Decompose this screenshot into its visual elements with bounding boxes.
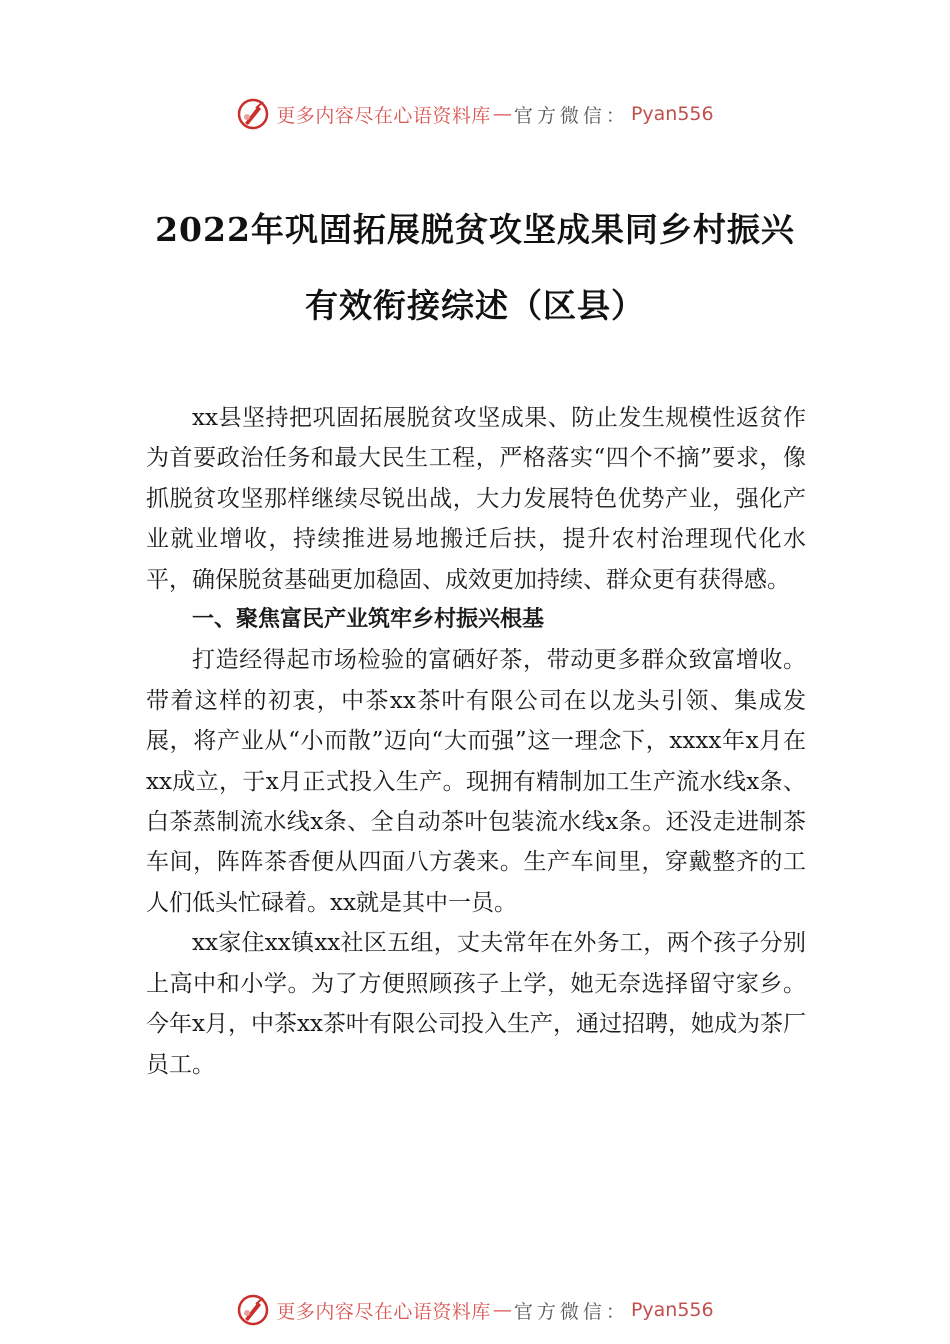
watermark-brand-text: 更多内容尽在心语资料库 [276, 1300, 491, 1323]
watermark-brand-text: 更多内容尽在心语资料库 [276, 104, 491, 127]
document-title-line-1: 2022年巩固拓展脱贫攻坚成果同乡村振兴 [155, 210, 795, 249]
watermark-official-label: 官方微信： [513, 1300, 629, 1323]
watermark-official-label: 官方微信： [513, 104, 629, 127]
paragraph-tea-company: 打造经得起市场检验的富硒好茶，带动更多群众致富增收。带着这样的初衷，中茶xx茶叶有限公司在以龙头引领、集成发展，将产业从“小而散”迈向“大而强”这一理念下，xxxx年x月在xx成立，于x月正式投入生产。现拥有精制加工生产流水线x条、白茶蒸制流水线x条、全自动茶叶包装流水线x条。还没走进制茶车间，阵阵茶香便从四面八方袭来。生产车间里，穿戴整齐的工人们低头忙碌着。xx就是其中一员。 [146, 647, 806, 916]
section-heading-1: 一、聚焦富民产业筑牢乡村振兴根基 [192, 607, 545, 633]
watermark-wechat-id: Pyan556 [630, 1299, 714, 1321]
quill-pen-logo-icon [236, 97, 270, 131]
watermark-wechat-id: Pyan556 [630, 103, 714, 125]
paragraph-worker-story: xx家住xx镇xx社区五组，丈夫常年在外务工，两个孩子分别上高中和小学。为了方便照顾孩子上学，她无奈选择留守家乡。今年x月，中茶xx茶叶有限公司投入生产，通过招聘，她成为茶厂员工。 [146, 930, 806, 1078]
document-title-line-2: 有效衔接综述（区县） [305, 286, 645, 325]
watermark-dash: — [492, 1299, 512, 1321]
quill-pen-logo-icon [236, 1293, 270, 1327]
document-body [146, 398, 806, 1085]
header-watermark [0, 94, 950, 134]
footer-watermark [0, 1290, 950, 1330]
paragraph-intro: xx县坚持把巩固拓展脱贫攻坚成果、防止发生规模性返贫作为首要政治任务和最大民生工程，严格落实“四个不摘”要求，像抓脱贫攻坚那样继续尽锐出战，大力发展特色优势产业，强化产业就业增收，持续推进易地搬迁后扶，提升农村治理现代化水平，确保脱贫基础更加稳固、成效更加持续、群众更有获得感。 [146, 405, 806, 593]
watermark-dash: — [492, 103, 512, 125]
